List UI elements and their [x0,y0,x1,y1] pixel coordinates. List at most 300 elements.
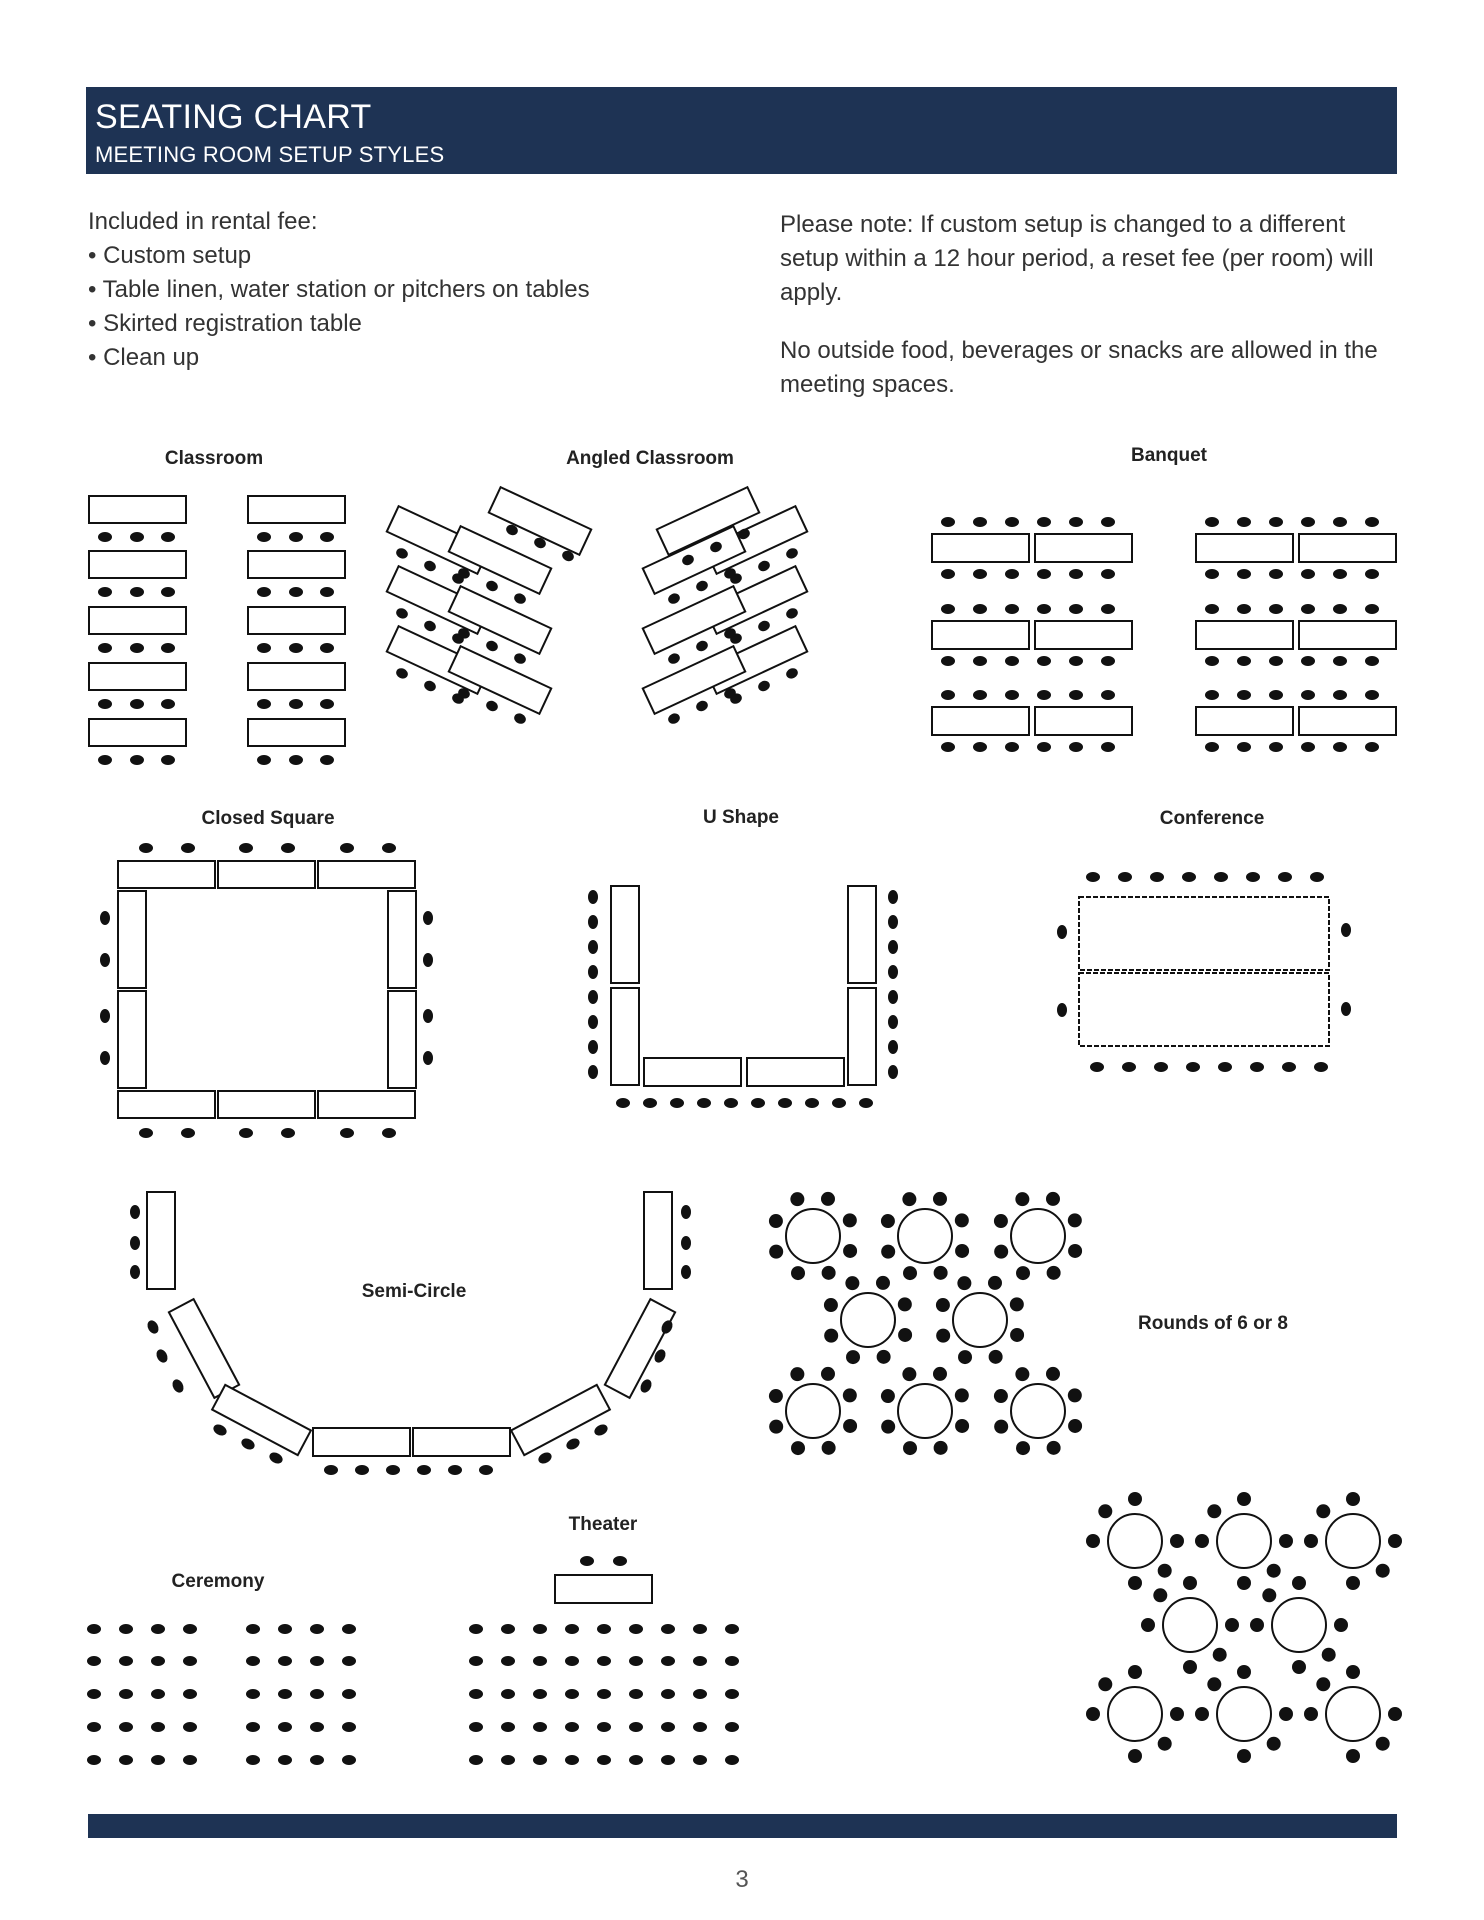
seat-icon [479,1465,493,1475]
seat-icon [597,1656,611,1666]
seat-icon [859,1098,873,1108]
seat-icon [778,1098,792,1108]
seat-icon [597,1689,611,1699]
seat-icon [1069,690,1083,700]
seat-icon [1046,1192,1060,1206]
seat-icon [1069,742,1083,752]
seat-icon [588,990,598,1004]
round-table-icon [898,1209,952,1263]
seat-icon [130,532,144,542]
seat-icon [1237,1492,1251,1506]
seat-icon [805,1098,819,1108]
seat-icon [1341,923,1351,937]
seat-icon [843,1244,857,1258]
list-item: • Skirted registration table [88,307,590,341]
seat-icon [239,843,253,853]
seat-icon [278,1755,292,1765]
seat-icon [1010,1328,1024,1342]
seat-icon [181,843,195,853]
seat-icon [941,517,955,527]
outside-food-note: No outside food, beverages or snacks are allowed in the meeting spaces. [780,337,1378,398]
seat-icon [1205,569,1219,579]
seat-icon [941,690,955,700]
seat-icon [973,569,987,579]
seat-icon [87,1755,101,1765]
seat-icon [888,1065,898,1079]
seat-icon [183,1755,197,1765]
seat-icon [246,1624,260,1634]
seat-icon [139,1128,153,1138]
seat-icon [533,1722,547,1732]
seat-icon [588,915,598,929]
seat-icon [1015,1367,1029,1381]
seat-icon [119,1689,133,1699]
seat-icon [161,643,175,653]
seat-icon [310,1689,324,1699]
label-ceremony: Ceremony [171,1571,265,1592]
seat-icon [342,1689,356,1699]
seat-icon [1068,1419,1082,1433]
list-item: • Table linen, water station or pitchers on tables [88,273,590,307]
seat-icon [756,679,771,693]
seat-icon [1170,1534,1184,1548]
seat-icon [670,1098,684,1108]
label-closed-square: Closed Square [201,808,335,829]
table-icon [1079,897,1329,970]
seat-icon [469,1624,483,1634]
round-table-icon [1326,1514,1380,1568]
seat-icon [1365,742,1379,752]
seat-icon [597,1624,611,1634]
table-icon [932,707,1029,735]
table-icon [212,1385,311,1455]
diagram-shapes [87,487,1402,1765]
seat-icon [98,532,112,542]
seat-icon [501,1755,515,1765]
seat-icon [1278,872,1292,882]
seat-icon [756,559,771,573]
table-icon [118,1091,215,1118]
table-icon [248,719,345,746]
seat-icon [130,699,144,709]
seat-icon [469,1689,483,1699]
seat-icon [1292,1660,1306,1674]
seat-icon [1237,1749,1251,1763]
seat-icon [973,690,987,700]
seat-icon [1037,656,1051,666]
seat-icon [119,1624,133,1634]
seat-icon [1301,569,1315,579]
seat-icon [1269,742,1283,752]
seat-icon [902,1367,916,1381]
label-semi-circle: Semi-Circle [361,1281,467,1302]
seat-icon [888,915,898,929]
seat-icon [791,1441,805,1455]
seat-icon [181,1128,195,1138]
seat-icon [693,1689,707,1699]
seat-icon [565,1722,579,1732]
seat-icon [267,1450,284,1465]
seat-icon [533,1656,547,1666]
seat-icon [246,1656,260,1666]
seat-icon [822,1441,836,1455]
seat-icon [533,1689,547,1699]
seat-icon [417,1465,431,1475]
seat-icon [597,1755,611,1765]
seat-icon [533,1755,547,1765]
seat-icon [1304,1534,1318,1548]
round-table-icon [1011,1209,1065,1263]
seat-icon [289,699,303,709]
seat-icon [1237,604,1251,614]
seat-icon [1334,1618,1348,1632]
table-icon [89,607,186,634]
seat-icon [139,843,153,853]
seat-icon [888,990,898,1004]
table-icon [248,607,345,634]
seat-icon [1016,1266,1030,1280]
seat-icon [1158,1564,1172,1578]
seat-icon [1250,1062,1264,1072]
table-icon [1299,621,1396,649]
seat-icon [1365,656,1379,666]
table-icon [555,1575,652,1603]
seat-icon [955,1388,969,1402]
seat-icon [100,1051,110,1065]
seat-icon [661,1689,675,1699]
seat-icon [87,1656,101,1666]
seat-icon [239,1128,253,1138]
seat-icon [1246,872,1260,882]
seat-icon [183,1624,197,1634]
seat-icon [661,1624,675,1634]
seat-icon [423,1051,433,1065]
seat-icon [1101,690,1115,700]
seat-icon [629,1689,643,1699]
seat-icon [151,1656,165,1666]
seat-icon [1269,690,1283,700]
table-icon [1079,973,1329,1046]
table-icon [89,663,186,690]
seat-icon [1141,1618,1155,1632]
table-icon [118,861,215,888]
table-icon [644,1058,741,1086]
round-table-icon [1163,1598,1217,1652]
seat-icon [681,1265,691,1279]
seat-icon [1207,1504,1221,1518]
seat-icon [536,1450,553,1465]
seat-icon [484,579,499,593]
round-table-icon [1011,1384,1065,1438]
seat-icon [512,592,527,606]
seat-icon [98,643,112,653]
seat-icon [1301,517,1315,527]
seat-icon [246,1755,260,1765]
seat-icon [681,1205,691,1219]
table-icon [118,891,146,988]
seat-icon [1365,690,1379,700]
seat-icon [1183,1660,1197,1674]
seat-icon [1170,1707,1184,1721]
seat-icon [512,712,527,726]
label-banquet: Banquet [1131,445,1207,466]
seat-icon [613,1556,627,1566]
seat-icon [1237,1576,1251,1590]
seat-icon [422,619,437,633]
table-icon [605,1299,675,1398]
seat-icon [693,1656,707,1666]
seat-icon [1214,872,1228,882]
seat-icon [988,1276,1002,1290]
page-number: 3 [735,1866,749,1893]
round-table-icon [841,1293,895,1347]
seat-icon [973,656,987,666]
seat-icon [1341,1002,1351,1016]
seat-icon [469,1755,483,1765]
round-table-icon [1217,1514,1271,1568]
seat-icon [1069,569,1083,579]
seat-icon [1037,690,1051,700]
seat-icon [394,546,409,560]
seat-icon [161,699,175,709]
seat-icon [955,1213,969,1227]
seat-icon [1086,1707,1100,1721]
table-icon [118,991,146,1088]
seat-icon [1182,872,1196,882]
seat-icon [1047,1441,1061,1455]
seat-icon [580,1556,594,1566]
seat-icon [881,1420,895,1434]
seat-icon [1057,1003,1067,1017]
seat-icon [565,1755,579,1765]
seat-icon [1046,1367,1060,1381]
seat-icon [957,1276,971,1290]
seat-icon [87,1722,101,1732]
seat-icon [1333,742,1347,752]
seat-icon [1237,690,1251,700]
round-table-icon [786,1384,840,1438]
seat-icon [1016,1441,1030,1455]
seat-icon [565,1689,579,1699]
seat-icon [629,1624,643,1634]
seat-icon [973,742,987,752]
label-conference: Conference [1159,808,1265,829]
seat-icon [1388,1534,1402,1548]
seat-icon [1314,1062,1328,1072]
seat-icon [320,755,334,765]
seat-icon [588,1015,598,1029]
seat-icon [588,1065,598,1079]
seat-icon [119,1755,133,1765]
list-item: • Custom setup [88,239,590,273]
seat-icon [881,1245,895,1259]
seat-icon [1250,1618,1264,1632]
seat-icon [484,699,499,713]
seat-icon [1218,1062,1232,1072]
seat-icon [616,1098,630,1108]
seat-icon [784,666,799,680]
seat-icon [629,1755,643,1765]
seat-icon [1237,742,1251,752]
table-icon [89,719,186,746]
seat-icon [310,1624,324,1634]
table-icon [644,1192,672,1289]
seat-icon [846,1350,860,1364]
seat-icon [1150,872,1164,882]
seat-icon [257,755,271,765]
seat-icon [98,699,112,709]
seat-icon [239,1436,256,1451]
seat-icon [161,587,175,597]
seat-icon [1301,656,1315,666]
seat-icon [1205,742,1219,752]
seat-icon [1158,1737,1172,1751]
seat-icon [100,1009,110,1023]
seat-icon [1346,1492,1360,1506]
seat-icon [791,1266,805,1280]
seat-icon [824,1329,838,1343]
seat-icon [941,604,955,614]
seat-icon [994,1420,1008,1434]
seat-icon [1333,690,1347,700]
seat-icon [1015,1192,1029,1206]
table-icon [511,1385,610,1455]
table-icon [611,886,639,983]
table-icon [1299,707,1396,735]
footer-bar [88,1814,1397,1838]
seat-icon [955,1244,969,1258]
seat-icon [87,1689,101,1699]
seat-icon [183,1689,197,1699]
seat-icon [501,1722,515,1732]
table-icon [1035,621,1132,649]
list-item: • Clean up [88,341,590,375]
seat-icon [666,712,681,726]
seat-icon [724,1098,738,1108]
seat-icon [98,755,112,765]
page-subtitle: MEETING ROOM SETUP STYLES [95,142,445,167]
seat-icon [501,1656,515,1666]
seat-icon [151,1755,165,1765]
seat-icon [340,1128,354,1138]
seat-icon [933,1192,947,1206]
seat-icon [790,1192,804,1206]
seat-icon [845,1276,859,1290]
seat-icon [501,1689,515,1699]
round-table-icon [953,1293,1007,1347]
seat-icon [941,742,955,752]
seat-icon [1101,517,1115,527]
seat-icon [1269,569,1283,579]
seat-icon [257,532,271,542]
seat-icon [941,656,955,666]
reset-fee-note: Please note: If custom setup is changed to a different setup within a 12 hour period, a reset fee (per room) will apply. [780,211,1374,306]
seat-icon [1322,1648,1336,1662]
seat-icon [597,1722,611,1732]
table-icon [747,1058,844,1086]
seat-icon [832,1098,846,1108]
seat-icon [484,639,499,653]
table-icon [388,891,416,988]
seat-icon [278,1722,292,1732]
seat-icon [1237,1665,1251,1679]
table-icon [218,1091,315,1118]
seat-icon [958,1350,972,1364]
seat-icon [1069,656,1083,666]
seat-icon [161,755,175,765]
seat-icon [151,1689,165,1699]
table-icon [1299,534,1396,562]
seat-icon [1269,656,1283,666]
seat-icon [564,1436,581,1451]
table-icon [248,663,345,690]
seat-icon [342,1624,356,1634]
seat-icon [843,1213,857,1227]
label-rounds: Rounds of 6 or 8 [1138,1313,1288,1334]
seat-icon [661,1656,675,1666]
seat-icon [161,532,175,542]
seat-icon [310,1722,324,1732]
seat-icon [501,1624,515,1634]
seat-icon [342,1755,356,1765]
seat-icon [1005,517,1019,527]
seat-icon [1069,604,1083,614]
seat-icon [1346,1749,1360,1763]
table-icon [218,861,315,888]
table-icon [932,534,1029,562]
seat-icon [898,1297,912,1311]
seat-icon [340,843,354,853]
seat-icon [876,1276,890,1290]
seat-icon [1154,1062,1168,1072]
seat-icon [694,579,709,593]
seat-icon [1213,1648,1227,1662]
seat-icon [422,559,437,573]
page-title: SEATING CHART [95,98,372,136]
seat-icon [469,1656,483,1666]
seat-icon [183,1722,197,1732]
seat-icon [1005,690,1019,700]
seat-icon [257,587,271,597]
table-icon [932,621,1029,649]
seat-icon [1037,604,1051,614]
seat-icon [1205,517,1219,527]
seat-icon [1279,1534,1293,1548]
seat-icon [1005,604,1019,614]
seat-icon [119,1722,133,1732]
seat-icon [936,1329,950,1343]
seat-icon [681,1236,691,1250]
seat-icon [320,643,334,653]
seat-icon [881,1214,895,1228]
seat-icon [1205,690,1219,700]
seat-icon [769,1214,783,1228]
seat-icon [130,1265,140,1279]
seat-icon [994,1214,1008,1228]
seat-icon [1207,1677,1221,1691]
seat-icon [694,699,709,713]
round-table-icon [786,1209,840,1263]
seat-icon [821,1367,835,1381]
seat-icon [98,587,112,597]
seat-icon [898,1328,912,1342]
seat-icon [1310,872,1324,882]
label-angled-classroom: Angled Classroom [566,448,734,469]
seat-icon [629,1722,643,1732]
seat-icon [1365,517,1379,527]
seat-icon [100,953,110,967]
seat-icon [257,643,271,653]
